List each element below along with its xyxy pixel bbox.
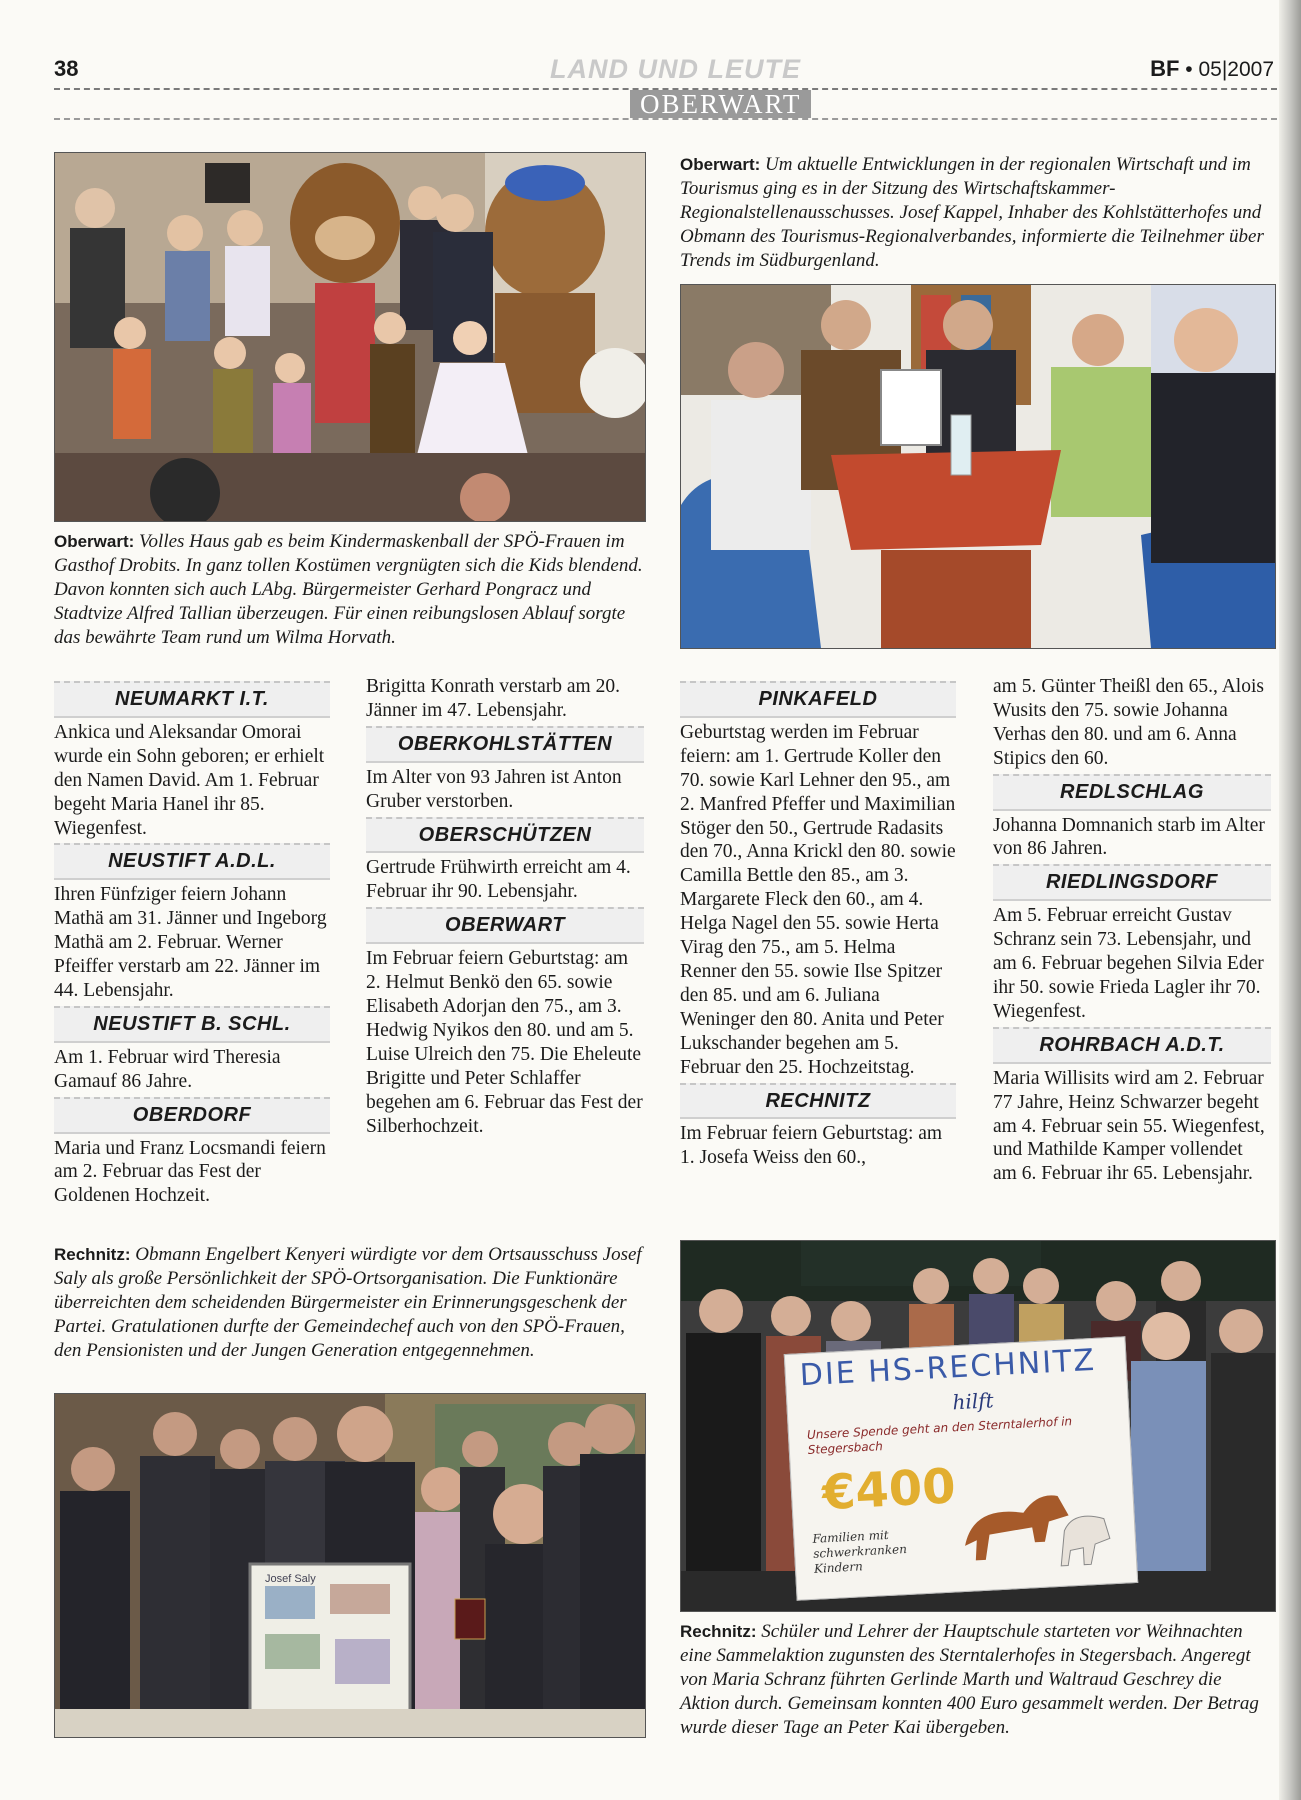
heading-oberdorf: OBERDORF [54,1097,330,1134]
article-neumarkt: Ankica und Aleksandar Omorai wurde ein Sohn geboren; er erhielt den Namen David. Am 1. Februar begeht Maria Hanel ihr 85. Wiegenfest. [54,721,325,839]
article-oberschuetzen: Gertrude Frühwirth erreicht am 4. Februar ihr 90. Lebensjahr. [366,857,631,903]
sign-donation-line: Unsere Spende geht an den Sterntalerhof in Stegersbach [806,1414,1073,1457]
heading-rohrbach: ROHRBACH A.D.T. [993,1027,1271,1064]
caption-text: Um aktuelle Entwicklungen in der regionalen Wirtschaft und im Tourismus ging es in der Sitzung des Wirtschaftskammer-Regionalstellenausschusses. Josef Kappel, Inhaber des Kohlstätterhofes und Obmann des Tourismus-Regionalverbandes, informierte die Teilnehmer über Trends im Südburgenland. [680,154,1264,271]
section-title: LAND UND LEUTE [550,54,801,84]
caption-place: Oberwart: [54,532,135,551]
photo-wirtschaftskammer [680,284,1276,649]
sign-families: Familien mit schwerkranken Kindern [812,1527,908,1576]
article-neustift-adl: Ihren Fünfziger feiern Johann Mathä am 31. Jänner und Ingeborg Mathä am 2. Februar. Werner Pfeiffer verstarb am 22. Jänner im 44. Lebensjahr. [54,884,327,1001]
article-oberdorf: Maria und Franz Locsmandi feiern am 2. Februar das Fest der Goldenen Hochzeit. [54,1137,326,1207]
donation-sign [784,1336,1138,1601]
article-redlschlag: Johanna Domnanich starb im Alter von 86 Jahren. [993,814,1265,860]
caption-place: Rechnitz: [680,1622,757,1641]
heading-neustift-bschl: NEUSTIFT B. SCHL. [54,1006,330,1043]
caption-wirtschaftskammer [680,153,1265,273]
article-neustift-bschl: Am 1. Februar wird Theresia Gamauf 86 Jahre. [54,1046,281,1092]
caption-hs-rechnitz [680,1620,1270,1740]
caption-text: Schüler und Lehrer der Hauptschule starteten vor Weihnachten eine Sammelaktion zugunsten des Sterntalerhofes in Stegersbach. Angeregt von Maria Schranz führten Gerlinde Marth und Waltraud Geschrey die Aktion durch. Gemeinsam konnten 400 Euro gesammelt werden. Der Betrag wurde dieser Tage an Peter Kai übergeben. [680,1621,1259,1738]
caption-kindermaskenball [54,530,644,650]
caption-text: Obmann Engelbert Kenyeri würdigte vor dem Ortsausschuss Josef Saly als große Persönlichkeit der SPÖ-Ortsorganisation. Die Funktionäre überreichten dem scheidenden Bürgermeister ein Erinnerungsgeschenk der Partei. Gratulationen durfte der Gemeindechef auch von den SPÖ-Frauen, den Pensionisten und der Jungen Generation entgegennehmen. [54,1244,642,1361]
heading-redlschlag: REDLSCHLAG [993,774,1271,811]
sign-helps: hilft [951,1388,995,1415]
photo-kindermaskenball [54,152,646,522]
caption-place: Rechnitz: [54,1245,131,1264]
heading-pinkafeld: PINKAFELD [680,681,956,718]
article-rechnitz: Im Februar feiern Geburtstag: am 1. Josefa Weiss den 60., [680,1123,943,1169]
column-1 [54,678,330,1208]
page-number: 38 [54,56,79,81]
region-label: OBERWART [630,90,811,118]
column-3 [680,678,956,1170]
heading-rechnitz: RECHNITZ [680,1083,956,1120]
horse-drawing-icon [941,1468,1116,1577]
sign-title: DIE HS-RECHNITZ [799,1342,1097,1394]
heading-neustift-adl: NEUSTIFT A.D.L. [54,843,330,880]
issue-info: BF • 05|2007 [1150,56,1274,81]
article-oberwart: Im Februar feiern Geburtstag: am 2. Helmut Benkö den 65. sowie Elisabeth Adorjan den 75., am 3. Hedwig Nyikos den 80. und am 5. Luise Ulreich den 75. Die Eheleute Brigitte und Peter Schlaffer begehen am 6. Februar das Fest der Silberhochzeit. [366,948,643,1137]
heading-oberwart: OBERWART [366,907,644,944]
heading-neumarkt: NEUMARKT I.T. [54,681,330,718]
article-oberwart-cont: Brigitta Konrath verstarb am 20. Jänner im 47. Lebensjahr. [366,676,620,721]
article-pinkafeld: Geburtstag werden im Februar feiern: am 1. Gertrude Koller den 70. sowie Karl Lehner den 95., am 2. Manfred Pfeffer und Maximilian Stöger den 50., Gertrude Radasits den 70., Anna Krickl den 80. sowie Camilla Bettle den 85., am 3. Margarete Fleck den 60., am 4. Helga Nagel den 55. sowie Herta Virag den 75., am 5. Helma Renner den 55. sowie Ilse Spitzer den 85. und am 6. Juliana Weninger den 80. Anita und Peter Lukschander begehen am 5. Februar den 25. Hochzeitstag. [680,721,956,1078]
heading-riedlingsdorf: RIEDLINGSDORF [993,864,1271,901]
article-rohrbach: Maria Willisits wird am 2. Februar 77 Jahre, Heinz Schwarzer begeht am 4. Februar sein 55. Wiegenfest, und Mathilde Kamper vollendet am 6. Februar ihr 65. Lebensjahr. [993,1067,1265,1185]
scan-edge [1279,0,1301,1800]
issue-number: 05|2007 [1198,58,1274,81]
header-rule-lower [54,118,1277,120]
heading-oberkohlstaetten: OBERKOHLSTÄTTEN [366,726,644,763]
article-riedlingsdorf: Am 5. Februar erreicht Gustav Schranz sein 73. Lebensjahr, und am 6. Februar begehen Silvia Eder ihr 50. sowie Frieda Lagler ihr 70. Wiegenfest. [993,905,1264,1022]
column-2 [366,675,644,1138]
sign-amount: €400 [820,1458,957,1522]
region-bar [54,89,1277,119]
article-oberkohlstaetten: Im Alter von 93 Jahren ist Anton Gruber verstorben. [366,766,622,812]
column-4 [993,675,1271,1186]
publication-name: BF [1150,56,1180,81]
caption-text: Volles Haus gab es beim Kindermaskenball der SPÖ-Frauen im Gasthof Drobits. In ganz tollen Kostümen vergnügten sich die Kids blendend. Davon konnten sich auch LAbg. Bürgermeister Gerhard Pongracz und Stadtvize Alfred Tallian überzeugen. Für einen reibungslosen Ablauf sorgte das bewährte Team rund um Wilma Horvath. [54,531,643,648]
heading-oberschuetzen: OBERSCHÜTZEN [366,817,644,854]
caption-place: Oberwart: [680,155,761,174]
article-rechnitz-cont: am 5. Günter Theißl den 65., Alois Wusits den 75. sowie Johanna Verhas den 80. und am 6. Anna Stipics den 60. [993,676,1264,769]
photo-rechnitz-ortsausschuss [54,1393,646,1738]
certificate-frame-label: Josef Saly [262,1572,319,1586]
caption-rechnitz-saly [54,1243,644,1363]
